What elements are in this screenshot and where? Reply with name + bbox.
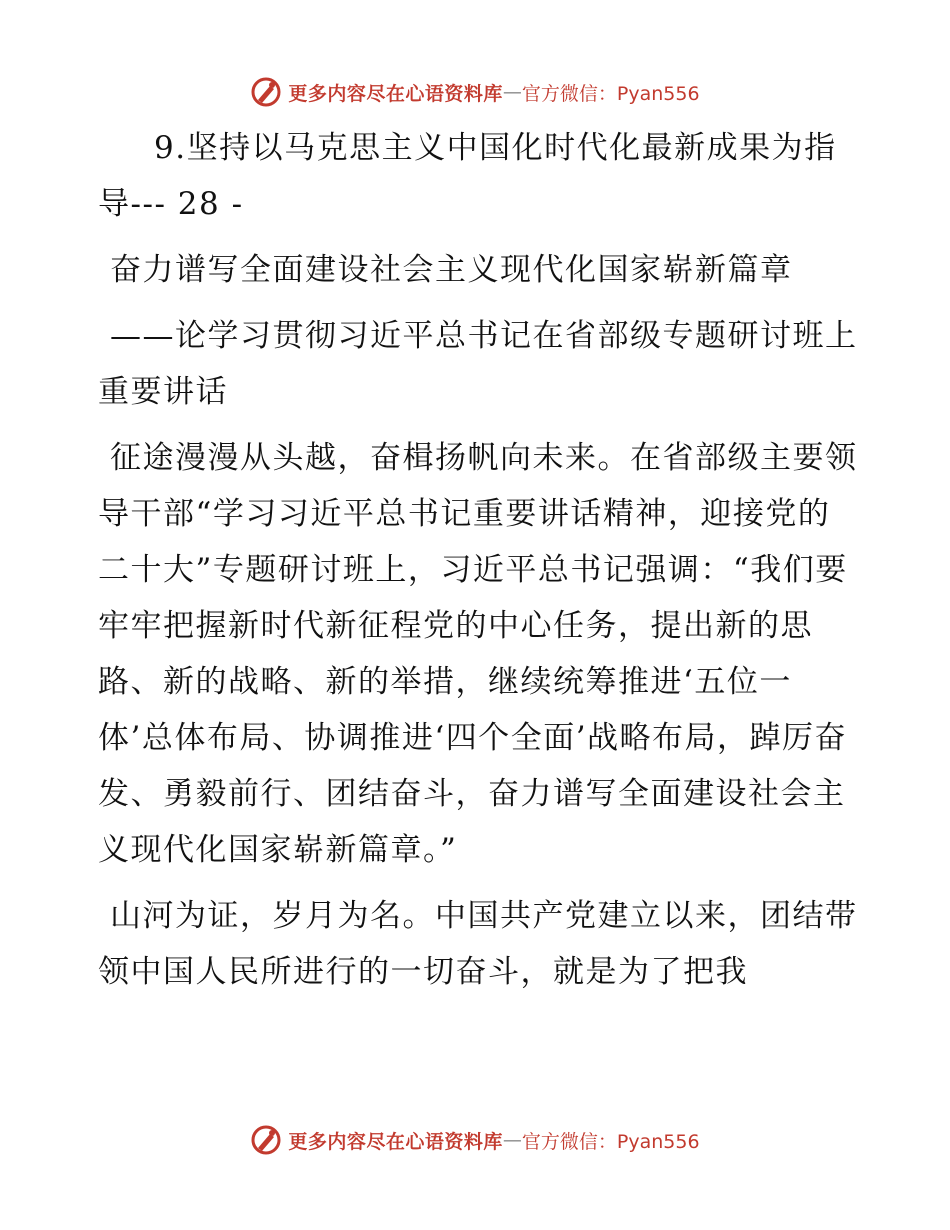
watermark-contact: 官方微信：Pyan556 (521, 1130, 700, 1153)
pen-logo-icon (250, 1124, 282, 1156)
article-subtitle: ——论学习贯彻习近平总书记在省部级专题研讨班上重要讲话 (98, 318, 858, 410)
pen-logo-icon (250, 76, 282, 108)
watermark-separator: — (502, 81, 522, 103)
watermark-separator: — (502, 1129, 522, 1151)
watermark-text: 更多内容尽在心语资料库 (288, 1130, 503, 1153)
article-title: 奋力谱写全面建设社会主义现代化国家崭新篇章 (110, 252, 793, 288)
toc-entry: 9.坚持以马克思主义中国化时代化最新成果为指导--- 28 - (98, 130, 837, 222)
footer-watermark (0, 1120, 950, 1160)
watermark-contact: 官方微信：Pyan556 (521, 82, 700, 105)
watermark-text: 更多内容尽在心语资料库 (288, 82, 503, 105)
header-watermark (0, 72, 950, 112)
document-body (98, 120, 858, 1000)
paragraph-1: 征途漫漫从头越，奋楫扬帆向未来。在省部级主要领导干部“学习习近平总书记重要讲话精神，迎接党的二十大”专题研讨班上，习近平总书记强调：“我们要牢牢把握新时代新征程党的中心任务，提出新的思路、新的战略、新的举措，继续统筹推进‘五位一体’总体布局、协调推进‘四个全面’战略布局，踔厉奋发、勇毅前行、团结奋斗，奋力谱写全面建设社会主义现代化国家崭新篇章。” (98, 440, 858, 868)
paragraph-2: 山河为证，岁月为名。中国共产党建立以来，团结带领中国人民所进行的一切奋斗，就是为了把我 (98, 898, 858, 990)
